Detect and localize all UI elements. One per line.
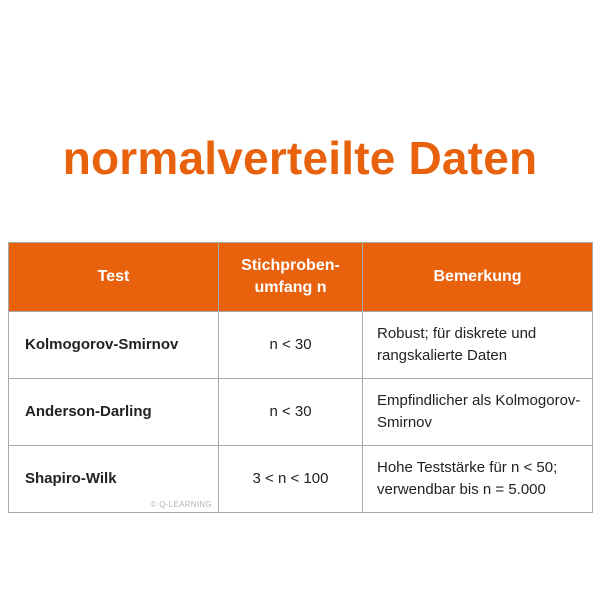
test-name: Anderson-Darling: [9, 379, 219, 446]
header-test: Test: [9, 243, 219, 312]
test-name-cell: [9, 446, 219, 513]
sample-size: n < 30: [219, 312, 363, 379]
table-row: [9, 379, 593, 446]
page-title: normalverteilte Daten: [62, 132, 538, 184]
table-header-row: [9, 243, 593, 312]
remark: Robust; für diskrete und rangskalierte Daten: [363, 312, 593, 379]
header-sample-size-label: Stichproben- umfang n: [241, 257, 340, 296]
test-name: Kolmogorov-Smirnov: [9, 312, 219, 379]
sample-size: 3 < n < 100: [219, 446, 363, 513]
sample-size: n < 30: [219, 379, 363, 446]
remark: Hohe Teststärke für n < 50; verwendbar bis n = 5.000: [363, 446, 593, 513]
normality-tests-table: [8, 242, 593, 513]
header-sample-size: [219, 243, 363, 312]
test-name: Shapiro-Wilk: [25, 470, 117, 487]
watermark: © Q-LEARNING: [150, 500, 212, 509]
table-row: [9, 312, 593, 379]
header-remark: Bemerkung: [363, 243, 593, 312]
table-row: [9, 446, 593, 513]
remark: Empfindlicher als Kolmogorov-Smirnov: [363, 379, 593, 446]
